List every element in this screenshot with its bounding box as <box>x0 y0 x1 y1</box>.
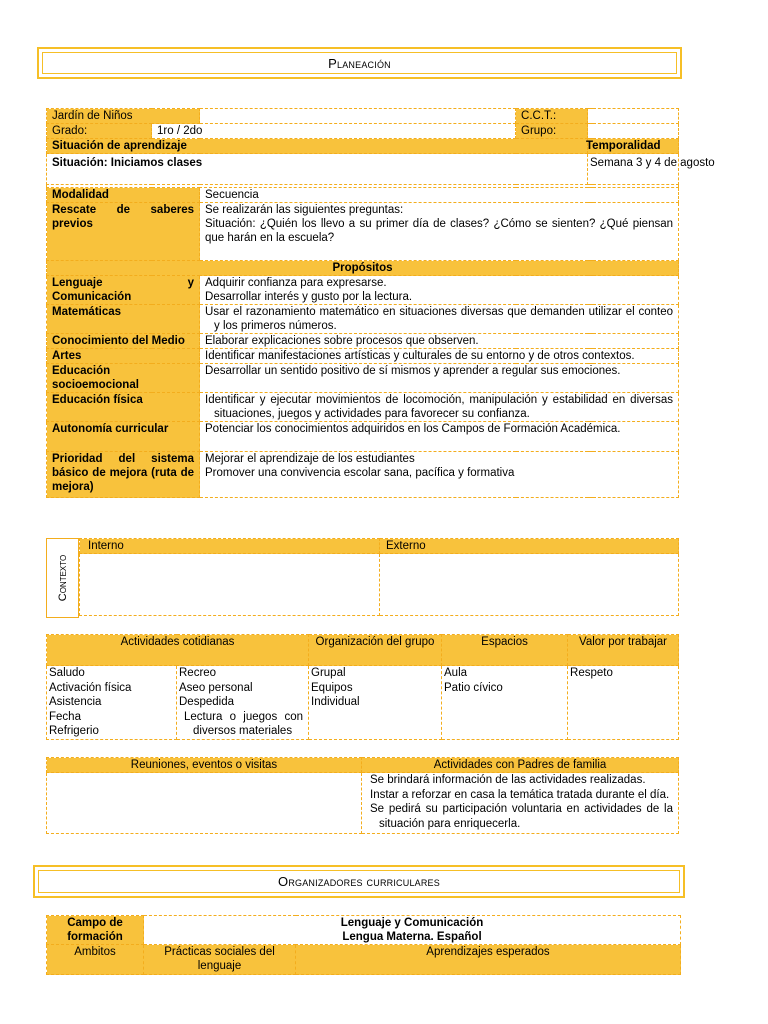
jardin-label: Jardín de Niños <box>47 109 200 124</box>
cct-value[interactable] <box>588 109 679 124</box>
planeacion-title-box <box>37 47 682 79</box>
grado-value[interactable]: 1ro / 2do <box>152 124 516 139</box>
temporalidad-label: Temporalidad <box>588 139 679 154</box>
jardin-value[interactable] <box>200 109 516 124</box>
proposito-text: Adquirir confianza para expresarse. Desarrollar interés y gusto por la lectura. <box>200 276 679 305</box>
modalidad-value: Secuencia <box>200 188 679 203</box>
proposito-label: Educación física <box>47 393 200 422</box>
espacios-header: Espacios <box>442 635 568 666</box>
proposito-label: Conocimiento del Medio <box>47 334 200 349</box>
temporalidad-value: Semana 3 y 4 de agosto <box>588 154 679 185</box>
grupo-label: Grupo: <box>516 124 588 139</box>
proposito-text: Elaborar explicaciones sobre procesos que observen. <box>200 334 679 349</box>
padres-list: Se brindará información de las actividades realizadas. Instar a reforzar en casa la temática tratada durante el día. Se pedirá su participación voluntaria en actividades de la situación para enriquecerla. <box>362 773 679 834</box>
actividades-table <box>46 634 678 740</box>
proposito-label: Autonomía curricular <box>47 422 200 452</box>
modalidad-label: Modalidad <box>47 188 200 203</box>
contexto-table <box>79 538 678 616</box>
organizadores-title: Organizadores curriculares <box>278 874 440 889</box>
planning-table <box>46 108 715 498</box>
organizacion-header: Organización del grupo <box>309 635 442 666</box>
reuniones-cell[interactable] <box>47 773 362 834</box>
proposito-text: Usar el razonamiento matemático en situaciones diversas que demanden utilizar el conteo y los primeros números. <box>200 305 679 334</box>
proposito-label: Matemáticas <box>47 305 200 334</box>
organizadores-title-box <box>33 865 685 898</box>
contexto-externo-cell[interactable] <box>380 554 679 616</box>
contexto-label: Contexto <box>46 538 79 618</box>
valor-list: Respeto <box>568 666 679 740</box>
organizacion-list: Grupal Equipos Individual <box>309 666 442 740</box>
campo-label: Campo de formación <box>47 916 144 945</box>
valor-header: Valor por trabajar <box>568 635 679 666</box>
cct-label: C.C.T.: <box>516 109 588 124</box>
rescate-value: Se realizarán las siguientes preguntas: Situación: ¿Quién los llevo a su primer día de clases? ¿Cómo se sienten? ¿Qué piensan que harán en la escuela? <box>200 203 679 261</box>
grupo-value[interactable] <box>588 124 679 139</box>
grado-label: Grado: <box>47 124 152 139</box>
proposito-label: Educación socioemocional <box>47 364 200 393</box>
aprendizajes-header: Aprendizajes esperados <box>296 945 681 975</box>
proposito-label: Artes <box>47 349 200 364</box>
contexto-interno-header: Interno <box>80 539 380 554</box>
situacion-value: Situación: Iniciamos clases <box>47 154 588 185</box>
actividades-col1: Saludo Activación física Asistencia Fecha Refrigerio <box>47 666 177 740</box>
proposito-label: Lenguaje y Comunicación <box>47 276 200 305</box>
practicas-header: Prácticas sociales del lenguaje <box>144 945 296 975</box>
contexto-interno-cell[interactable] <box>80 554 380 616</box>
ambitos-header: Ambitos <box>47 945 144 975</box>
actividades-header: Actividades cotidianas <box>47 635 309 666</box>
propositos-title: Propósitos <box>47 261 679 276</box>
campo-table <box>46 915 680 975</box>
rescate-label: Rescate de saberes previos <box>47 203 200 261</box>
espacios-list: Aula Patio cívico <box>442 666 568 740</box>
contexto-externo-header: Externo <box>380 539 679 554</box>
proposito-text: Potenciar los conocimientos adquiridos en los Campos de Formación Académica. <box>200 422 679 452</box>
page-title: Planeación <box>328 55 391 71</box>
proposito-label: Prioridad del sistema básico de mejora (ruta de mejora) <box>47 452 200 498</box>
reuniones-table <box>46 757 678 834</box>
proposito-text: Mejorar el aprendizaje de los estudiantes Promover una convivencia escolar sana, pacífica y formativa <box>200 452 679 498</box>
reuniones-header: Reuniones, eventos o visitas <box>47 758 362 773</box>
proposito-text: Desarrollar un sentido positivo de sí mismos y aprender a regular sus emociones. <box>200 364 679 393</box>
padres-header: Actividades con Padres de familia <box>362 758 679 773</box>
campo-title: Lenguaje y Comunicación Lengua Materna. Español <box>144 916 681 945</box>
situacion-label: Situación de aprendizaje <box>47 139 588 154</box>
proposito-text: Identificar manifestaciones artísticas y culturales de su entorno y de otros contextos. <box>200 349 679 364</box>
proposito-text: Identificar y ejecutar movimientos de locomoción, manipulación y estabilidad en diversas situaciones, juegos y actividades para favorecer su confianza. <box>200 393 679 422</box>
actividades-col2: Recreo Aseo personal Despedida Lectura o juegos con diversos materiales <box>177 666 309 740</box>
